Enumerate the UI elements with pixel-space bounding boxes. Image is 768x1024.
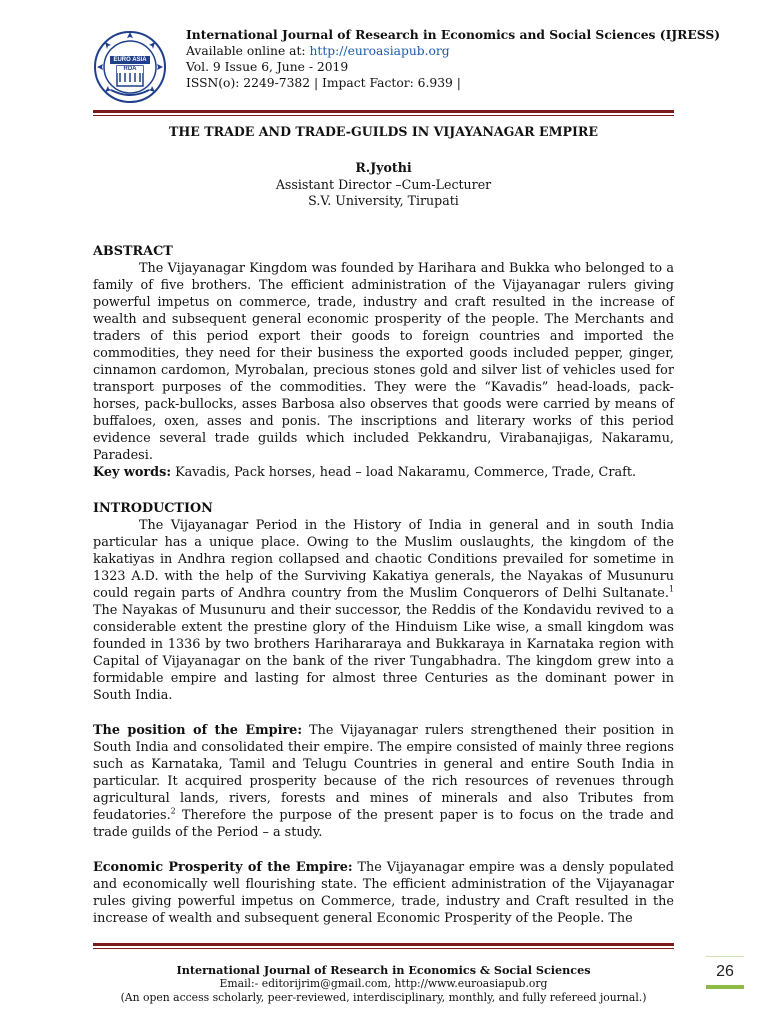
footer-description: (An open access scholarly, peer-reviewed, interdisciplinary, monthly, and fully refereed journal.) [120,991,647,1004]
footnote-ref-2[interactable]: 2 [170,806,176,816]
abstract-section [93,243,674,481]
footer-email-line: Email:- editorijrim@gmail.com, http://www.euroasiapub.org [219,977,548,990]
author-block [93,160,674,210]
logo-text-mid: RDA [117,66,143,73]
keywords-label: Key words: [93,465,172,480]
introduction-text-part1: The Vijayanagar Period in the History of India in general and in south India particular has a unique place. Owing to the Muslim ouslaughts, the kingdom of the kakatiyas in Andhra region collapsed and chaotic Conditions prevailed for sometime in 1323 A.D. with the help of the Surviving Kakatiya generals, the Nayakas of Musunuru could regain parts of Andhra country from the Muslim Conquerors of Delhi Sultanate. [93,518,674,601]
position-text-part2: Therefore the purpose of the present paper is to focus on the trade and trade guilds of the Period – a study. [93,808,674,840]
author-role: Assistant Director –Cum-Lecturer [275,176,492,192]
journal-url-link[interactable]: http://euroasiapub.org [309,44,450,58]
page-footer [93,963,674,1005]
introduction-heading: INTRODUCTION [93,501,213,516]
abstract-heading: ABSTRACT [93,244,173,259]
available-online-line [186,43,720,59]
position-section [93,722,674,841]
journal-title: International Journal of Research in Economics and Social Sciences (IJRESS) [186,27,721,42]
available-prefix: Available online at: [186,44,310,58]
position-label: The position of the Empire: [93,723,303,738]
introduction-paragraph [93,517,674,704]
footer-divider-thin [93,948,674,949]
page-number-accent-bar [706,985,744,989]
keywords-text: Kavadis, Pack horses, head – load Nakaramu, Commerce, Trade, Craft. [171,465,637,480]
introduction-section [93,500,674,704]
logo-text-top: EURO ASIA [113,57,147,63]
author-affiliation: S.V. University, Tirupati [308,193,459,208]
journal-header [186,27,720,91]
position-paragraph [93,722,674,841]
position-text-part1: The Vijayanagar rulers strengthened their position in South India and consolidated their empire. The empire consisted of mainly three regions such as Karnataka, Tamil and Telugu Countries in general and entire South India in particular. It acquired prosperity because of the rich resources of revenues through agricultural lands, rivers, forests and mines of minerals and also Tributes from feudatories. [93,723,674,823]
introduction-text-part2: The Nayakas of Musunuru and their successor, the Reddis of the Kondavidu revived to a considerable extent the prestine glory of the Hinduism Like wise, a small kingdom was founded in 1336 by two brothers Harihararaya and Bukkaraya in Karnataka region with Capital of Vijayanagar on the bank of the river Tungabhadra. The kingdom grew into a formidable empire and lasting for almost three Centuries as the dominant power in South India. [93,603,674,703]
author-name: R.Jyothi [355,160,412,175]
page-number: 26 [716,963,734,980]
volume-issue-line: Vol. 9 Issue 6, June - 2019 [186,60,349,74]
journal-logo [93,30,167,104]
page-number-top-line [706,956,744,957]
footer-journal-title: International Journal of Research in Economics & Social Sciences [176,963,591,977]
keywords-line [93,464,674,481]
abstract-paragraph: The Vijayanagar Kingdom was founded by Harihara and Bukka who belonged to a family of five brothers. The efficient administration of the Vijayanagar rulers giving powerful impetus on commerce, trade, industry and craft resulted in the increase of wealth and subsequent general economic prosperity of the people. The Merchants and traders of this period export their goods to foreign countries and imported the commodities, they need for their business the exported goods included pepper, ginger, cinnamon cardomon, Myrobalan, precious stones gold and silver list of vehicles used for transport purposes of the commodities. They were the “Kavadis” head-loads, pack-horses, pack-bullocks, asses Barbosa also observes that goods were carried by means of buffaloes, oxen, asses and ponis. The inscriptions and literary works of this period evidence several trade guilds which included Pekkandru, Virabanajigas, Nakaramu, Paradesi. [93,261,674,463]
footnote-ref-1[interactable]: 1 [668,584,674,594]
footer-divider-thick [93,943,674,946]
economic-label: Economic Prosperity of the Empire: [93,860,353,875]
economic-text: The Vijayanagar empire was a densly populated and economically well flourishing state. The efficient administration of the Vijayanagar rules giving powerful impetus on Commerce, trade, industry and Craft resulted in the increase of wealth and subsequent general Economic Prosperity of the People. The [93,860,674,926]
economic-paragraph [93,859,674,927]
header-divider-thin [93,115,674,116]
article-title: THE TRADE AND TRADE-GUILDS IN VIJAYANAGAR EMPIRE [169,124,598,139]
header-divider-thick [93,110,674,113]
issn-impact-line: ISSN(o): 2249-7382 | Impact Factor: 6.939 | [186,76,461,90]
economic-section [93,859,674,927]
